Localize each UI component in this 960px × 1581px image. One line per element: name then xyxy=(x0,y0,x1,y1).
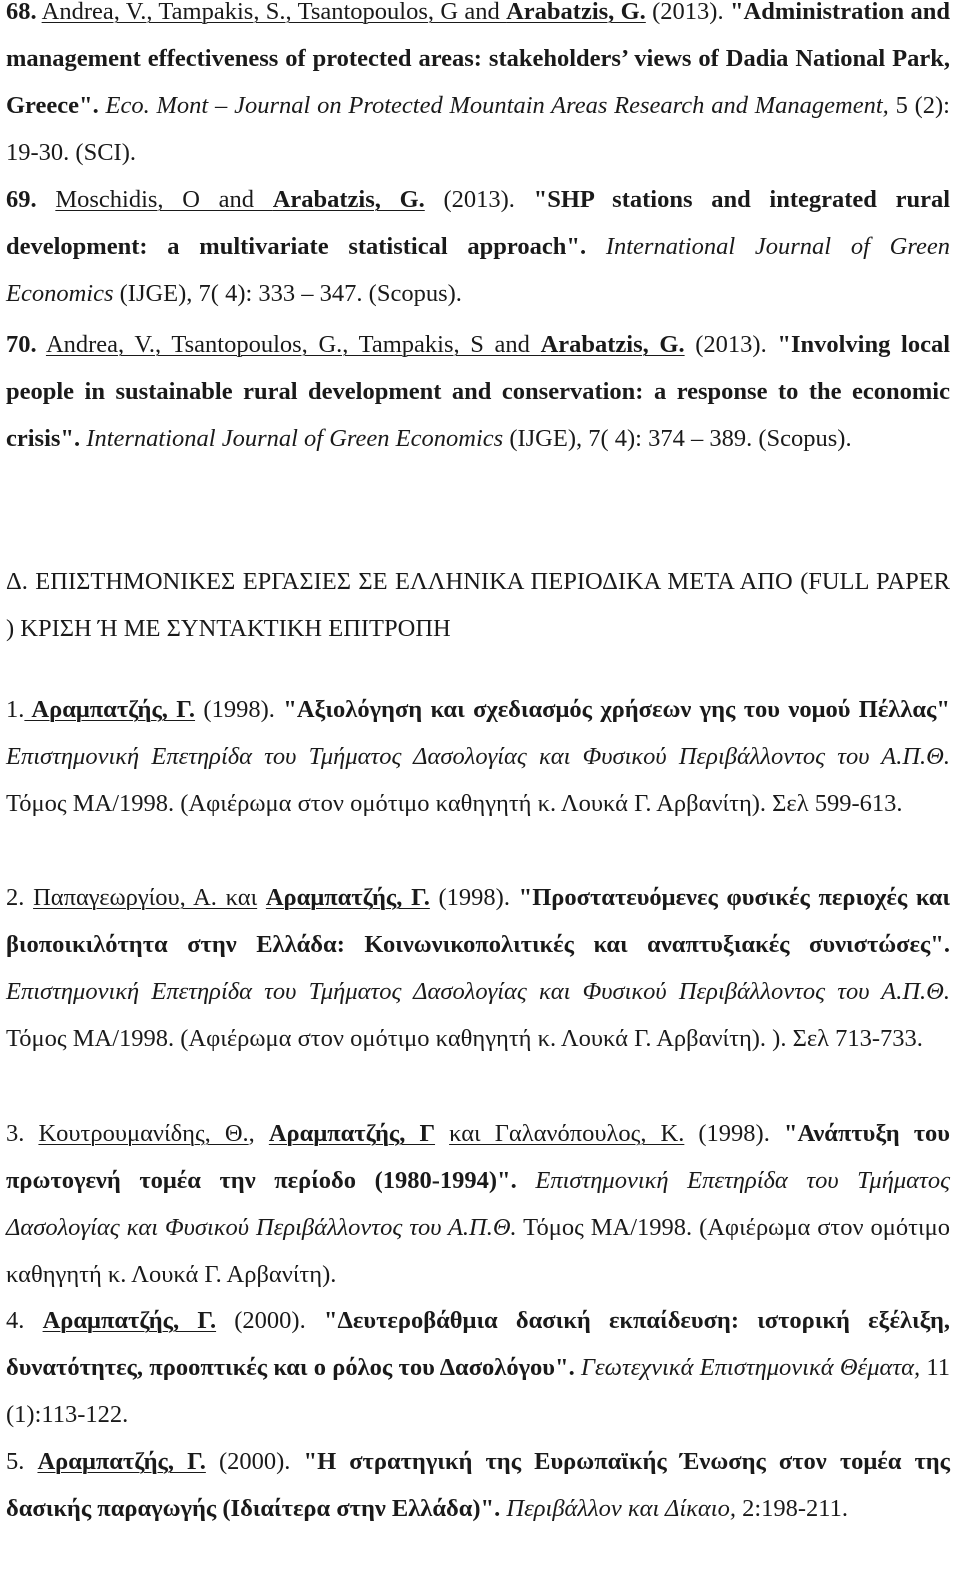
ref-number: 70. xyxy=(6,331,37,358)
ref-author-highlight: Arabatzis, G. xyxy=(540,331,685,358)
reference-gr-2 xyxy=(6,874,950,1062)
ref-coauthor-2: και Γαλανόπουλος, Κ. xyxy=(449,1120,685,1147)
ref-details: Τόμος ΜΑ/1998. (Αφιέρωμα στον ομότιμο καθηγητή κ. Λουκά Γ. Αρβανίτη). ). Σελ 713-733. xyxy=(6,1025,923,1052)
ref-year: (1998). xyxy=(684,1120,784,1147)
ref-journal: Περιβάλλον και Δίκαιο, xyxy=(500,1495,736,1522)
ref-author-highlight: Αραμπατζής, Γ. xyxy=(42,1307,217,1334)
ref-title: "Δευτεροβάθμια δασική εκπαίδευση: ιστορική εξέλιξη, δυνατότητες, προοπτικές και ο ρόλος του Δασολόγου". xyxy=(6,1307,950,1381)
reference-gr-3: 3. Κουτρουμανίδης, Θ., Αραμπατζής, Γ και Γαλανόπουλος, Κ. (1998). "Ανάπτυξη του πρωτογενή τομέα την περίοδο (1980-1994)". Επιστημονική Επετηρίδα του Τμήματος Δασολογίας και Φυσικού Περιβάλλοντος του Α.Π.Θ. Τόμος ΜΑ/1998. (Αφιέρωμα στον ομότιμο καθηγητή κ. Λουκά Γ. Αρβανίτη). xyxy=(6,1120,951,1288)
ref-journal: Επιστημονική Επετηρίδα του Τμήματος Δασολογίας και Φυσικού Περιβάλλοντος του Α.Π.Θ. xyxy=(6,743,950,770)
section-heading: Δ. ΕΠΙΣΤΗΜΟΝΙΚΕΣ ΕΡΓΑΣΙΕΣ ΣΕ ΕΛΛΗΝΙΚΑ ΠΕΡΙΟΔΙΚΑ ΜΕΤΑ ΑΠΟ (FULL PAPER ) ΚΡΙΣΗ Ή ΜΕ ΣΥΝΤΑΚΤΙΚΗ ΕΠΙΤΡΟΠΗ xyxy=(6,568,950,642)
ref-coauthors: Andrea, V., Tsantopoulos, G., Tampakis, S and xyxy=(45,331,541,358)
ref-journal: Γεωτεχνικά Επιστημονικά Θέματα, xyxy=(574,1354,921,1381)
reference-70 xyxy=(6,321,950,462)
ref-author-highlight: Arabatzis, G. xyxy=(272,186,425,213)
ref-journal: International Journal of Green Economics xyxy=(80,425,504,452)
ref-year: (1998). xyxy=(429,884,519,911)
ref-coauthor-1: Κουτρουμανίδης, Θ. xyxy=(38,1120,249,1147)
ref-coauthors: Παπαγεωργίου, Α. και xyxy=(33,884,258,911)
ref-details: (IJGE), 7( 4): 374 – 389. (Scopus). xyxy=(503,425,852,452)
ref-coauthors: Moschidis, O and xyxy=(55,186,273,213)
ref-journal: Επιστημονική Επετηρίδα του Τμήματος Δασολογίας και Φυσικού Περιβάλλοντος του Α.Π.Θ. xyxy=(6,1167,951,1241)
ref-number: 3. xyxy=(6,1120,25,1147)
ref-details: Τόμος ΜΑ/1998. (Αφιέρωμα στον ομότιμο καθηγητή κ. Λουκά Γ. Αρβανίτη). Σελ 599-613. xyxy=(6,790,903,817)
ref-author-highlight: Αραμπατζής, Γ xyxy=(268,1120,436,1147)
ref-details: 11 (1):113-122. xyxy=(6,1354,951,1428)
ref-title: "Administration and management effectiveness of protected areas: stakeholders’ views of Dadia National Park, Greece". xyxy=(6,0,951,119)
ref-title: "SHP stations and integrated rural development: a multivariate statistical approach". xyxy=(6,186,951,260)
ref-year: (2013). xyxy=(424,186,534,213)
ref-title: "Αξιολόγηση και σχεδιασμός χρήσεων γης του νομού Πέλλας" xyxy=(283,696,950,723)
ref-journal: International Journal of Green Economics xyxy=(6,233,950,307)
ref-author-highlight: Arabatzis, G. xyxy=(506,0,646,25)
ref-number: 2. xyxy=(6,884,25,911)
reference-68 xyxy=(6,0,950,176)
reference-gr-4 xyxy=(6,1297,950,1438)
ref-details: 2:198-211. xyxy=(735,1495,849,1522)
ref-number: 5. xyxy=(6,1448,25,1475)
ref-year: (2013). xyxy=(684,331,778,358)
reference-gr-1 xyxy=(6,686,950,827)
ref-year: (2000). xyxy=(205,1448,304,1475)
ref-title: "Η στρατηγική της Ευρωπαϊκής Ένωσης στον τομέα της δασικής παραγωγής (Ιδιαίτερα στην Ελλάδα)". xyxy=(6,1448,951,1522)
ref-title: "Προστατευόμενες φυσικές περιοχές και βιοποικιλότητα στην Ελλάδα: Κοινωνικοπολιτικές και αναπτυξιακές συνιστώσες". xyxy=(6,884,950,958)
ref-year: (2013). xyxy=(645,0,730,25)
ref-author-highlight: Αραμπατζής, Γ. xyxy=(265,884,430,911)
ref-details: Τόμος ΜΑ/1998. (Αφιέρωμα στον ομότιμο καθηγητή κ. Λουκά Γ. Αρβανίτη). xyxy=(6,1214,950,1288)
reference-69 xyxy=(6,176,950,317)
ref-number: 4. xyxy=(6,1307,25,1334)
reference-gr-5 xyxy=(6,1438,950,1532)
ref-title: "Ανάπτυξη του πρωτογενή τομέα την περίοδο (1980-1994)". xyxy=(6,1120,951,1194)
ref-year: (2000). xyxy=(216,1307,324,1334)
ref-details: 5 (2): 19-30. (SCI). xyxy=(6,92,950,166)
ref-author-highlight: Αραμπατζής, Γ. xyxy=(37,1448,206,1475)
ref-year: (1998). xyxy=(195,696,284,723)
ref-number: 69. xyxy=(6,186,37,213)
ref-number: 68. xyxy=(6,0,37,25)
ref-coauthors: Andrea, V., Tampakis, S., Tsantopoulos, G and xyxy=(41,0,507,25)
ref-title: "Involving local people in sustainable rural development and conservation: a response to the economic crisis". xyxy=(6,331,950,452)
ref-details: (IJGE), 7( 4): 333 – 347. (Scopus). xyxy=(113,280,462,307)
ref-author-highlight: Αραμπατζής, Γ. xyxy=(24,696,196,723)
ref-journal: Eco. Mont – Journal on Protected Mountain Areas Research and Management, xyxy=(98,92,889,119)
ref-number: 1. xyxy=(6,696,25,723)
ref-journal: Επιστημονική Επετηρίδα του Τμήματος Δασολογίας και Φυσικού Περιβάλλοντος του Α.Π.Θ. xyxy=(6,978,950,1005)
